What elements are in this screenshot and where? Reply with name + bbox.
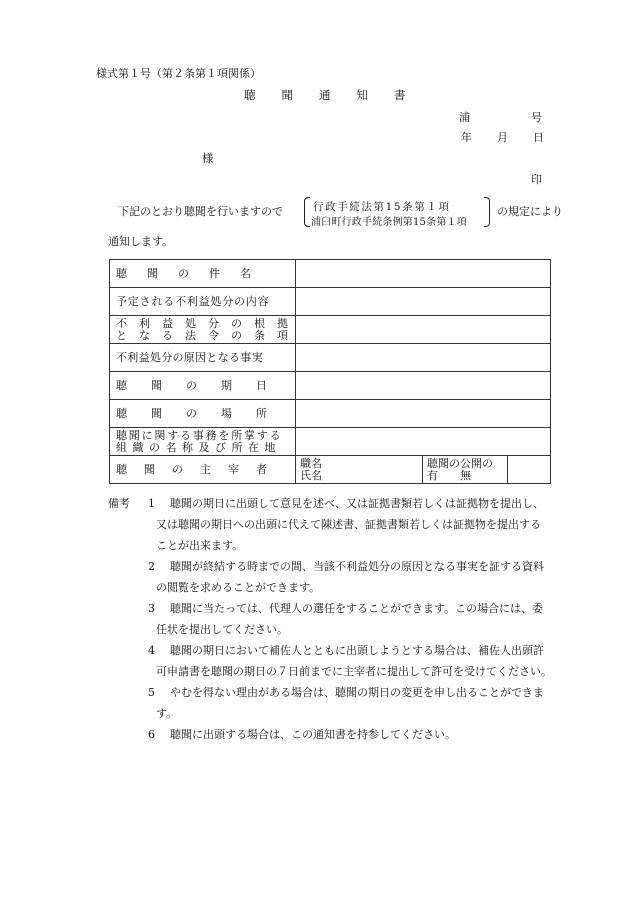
note-line: 聴聞の期日に出頭して意見を述べ、又は証拠書類若しくは証拠物を提出し、 <box>170 497 544 510</box>
note-line: 聴聞が終結する時までの間、当該不利益処分の原因となる事実を証する資料 <box>170 560 544 573</box>
note-line: 任状を提出してください。 <box>156 623 288 636</box>
table-row <box>110 316 551 344</box>
bracket-left <box>304 197 310 227</box>
addressee-suffix: 様 <box>202 151 214 165</box>
row-label: 聴聞の場所 <box>110 400 296 428</box>
row-value <box>296 260 551 288</box>
note-line: やむを得ない理由がある場合は、聴聞の期日の変更を申し出ることができま <box>170 686 544 699</box>
reference-ura: 浦 <box>459 111 470 124</box>
note-item <box>108 598 578 640</box>
note-number: 3 <box>148 602 155 615</box>
row-label: 聴聞の主宰者 <box>110 456 296 484</box>
note-line: 又は聴聞の期日への出頭に代えて陳述書、証拠書類若しくは証拠物を提出する <box>156 518 541 531</box>
table-row <box>110 400 551 428</box>
note-item <box>108 682 578 724</box>
row-label: 聴聞の件名 <box>110 260 296 288</box>
note-line: の閲覧を求めることができます。 <box>156 581 321 594</box>
note-item <box>108 493 578 556</box>
note-line: 聴聞に出頭する場合は、この通知書を持参してください。 <box>170 728 456 741</box>
row-label: 不利益処分の原因となる事実 <box>110 344 296 372</box>
table-row <box>110 344 551 372</box>
note-item <box>108 556 578 598</box>
table-row <box>110 428 551 456</box>
row-value <box>296 428 551 456</box>
bracket-right <box>484 197 490 227</box>
row-value <box>508 456 551 484</box>
notes-section <box>108 493 578 745</box>
law-reference-1: 行政手続法第15条第１項 <box>313 201 451 213</box>
note-number: 4 <box>148 644 155 657</box>
reference-go: 号 <box>531 111 542 124</box>
note-line: 可申請書を聴聞の期日の７日前までに主宰者に提出して許可を受けてください。 <box>156 665 552 678</box>
note-item <box>108 724 578 745</box>
row-label: 聴聞に関する事務を所掌する 組織の名称及び所在地 <box>110 428 296 456</box>
note-number: 5 <box>148 686 155 699</box>
document-title: 聴聞通知書 <box>244 88 432 102</box>
seal-mark: 印 <box>531 173 542 186</box>
hearing-details-table <box>109 259 551 484</box>
row-value <box>296 400 551 428</box>
presider-field: 職名 氏名 <box>296 456 423 484</box>
note-number: 2 <box>148 560 155 573</box>
form-number: 様式第１号（第２条第１項関係） <box>96 67 261 80</box>
note-line: 聴聞の期日において補佐人とともに出頭しようとする場合は、補佐人出頭許 <box>170 644 544 657</box>
date-year: 年 <box>461 131 472 144</box>
note-number: 6 <box>148 728 155 741</box>
note-number: 1 <box>148 497 155 510</box>
date-month: 月 <box>497 131 508 144</box>
intro-text-before: 下記のとおり聴聞を行いますので <box>118 205 283 218</box>
law-reference-2: 浦臼町行政手続条例第15条第１項 <box>311 217 467 228</box>
date-day: 日 <box>533 131 544 144</box>
note-line: す。 <box>156 707 178 720</box>
table-row <box>110 260 551 288</box>
row-value <box>296 316 551 344</box>
table-row <box>110 456 551 484</box>
row-label: 不利益処分の根拠 となる法令の条項 <box>110 316 296 344</box>
row-value <box>296 288 551 316</box>
intro-text-line2: 通知します。 <box>108 235 174 248</box>
row-label: 予定される不利益処分の内容 <box>110 288 296 316</box>
public-field: 聴聞の公開の 有 無 <box>423 456 508 484</box>
row-value <box>296 344 551 372</box>
note-line: 聴聞に当たっては、代理人の選任をすることができます。この場合には、委 <box>170 602 544 615</box>
row-label: 聴聞の期日 <box>110 372 296 400</box>
note-item <box>108 640 578 682</box>
table-row <box>110 288 551 316</box>
table-row <box>110 372 551 400</box>
intro-text-after: の規定により <box>497 205 563 218</box>
note-line: ことが出来ます。 <box>156 539 244 552</box>
row-value <box>296 372 551 400</box>
notes-lead: 備考 <box>108 497 130 510</box>
law-reference-bracket <box>304 197 490 227</box>
